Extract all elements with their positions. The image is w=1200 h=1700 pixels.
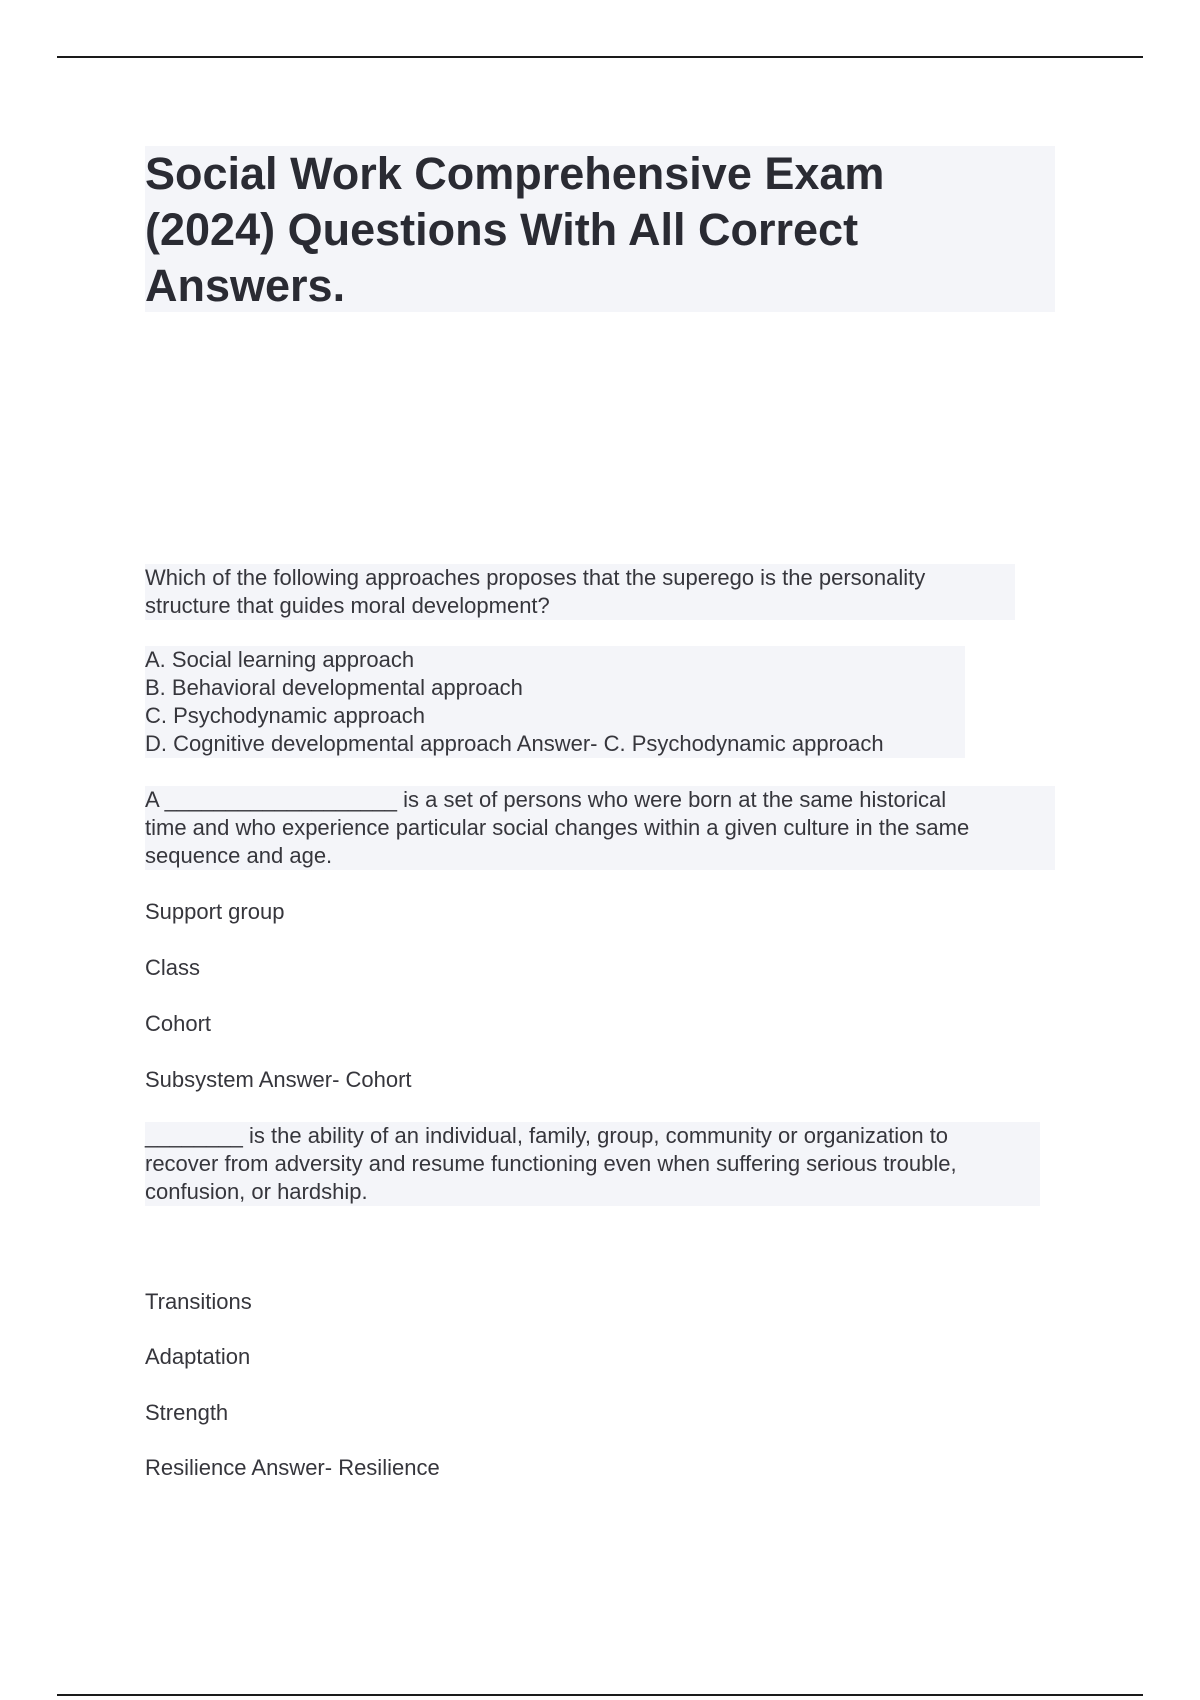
title-line: Social Work Comprehensive Exam xyxy=(145,148,885,199)
question-1-option-d-answer: D. Cognitive developmental approach Answer- C. Psychodynamic approach xyxy=(145,731,884,756)
prompt-line: ________ is the ability of an individual, family, group, community or organization to xyxy=(145,1123,949,1148)
question-3-option: Strength xyxy=(145,1400,229,1425)
prompt-line: time and who experience particular social changes within a given culture in the same xyxy=(145,815,970,840)
top-rule xyxy=(57,56,1143,58)
question-3-option: Adaptation xyxy=(145,1344,251,1369)
question-3-option-answer: Resilience Answer- Resilience xyxy=(145,1455,440,1480)
title-block xyxy=(145,146,1055,312)
question-3-prompt xyxy=(145,1122,1055,1206)
question-1-prompt xyxy=(145,564,1055,620)
question-1-option-c: C. Psychodynamic approach xyxy=(145,703,426,728)
bottom-rule xyxy=(57,1694,1143,1696)
question-1-option-a: A. Social learning approach xyxy=(145,647,415,672)
title-line: (2024) Questions With All Correct xyxy=(145,204,859,255)
prompt-line: Which of the following approaches proposes that the superego is the personality xyxy=(145,565,926,590)
prompt-line: A ___________________ is a set of persons who were born at the same historical xyxy=(145,787,947,812)
page-title xyxy=(145,146,1055,314)
question-2-prompt xyxy=(145,786,1055,870)
question-3-option: Transitions xyxy=(145,1289,252,1314)
prompt-line: structure that guides moral development? xyxy=(145,593,550,618)
prompt-line: recover from adversity and resume functioning even when suffering serious trouble, xyxy=(145,1151,957,1176)
title-line: Answers. xyxy=(145,260,346,311)
question-1-option-b: B. Behavioral developmental approach xyxy=(145,675,523,700)
question-2-option: Class xyxy=(145,955,201,980)
prompt-line: confusion, or hardship. xyxy=(145,1179,368,1204)
question-2-option: Cohort xyxy=(145,1011,212,1036)
question-2-option-answer: Subsystem Answer- Cohort xyxy=(145,1067,412,1092)
prompt-line: sequence and age. xyxy=(145,843,333,868)
question-2-option: Support group xyxy=(145,899,285,924)
